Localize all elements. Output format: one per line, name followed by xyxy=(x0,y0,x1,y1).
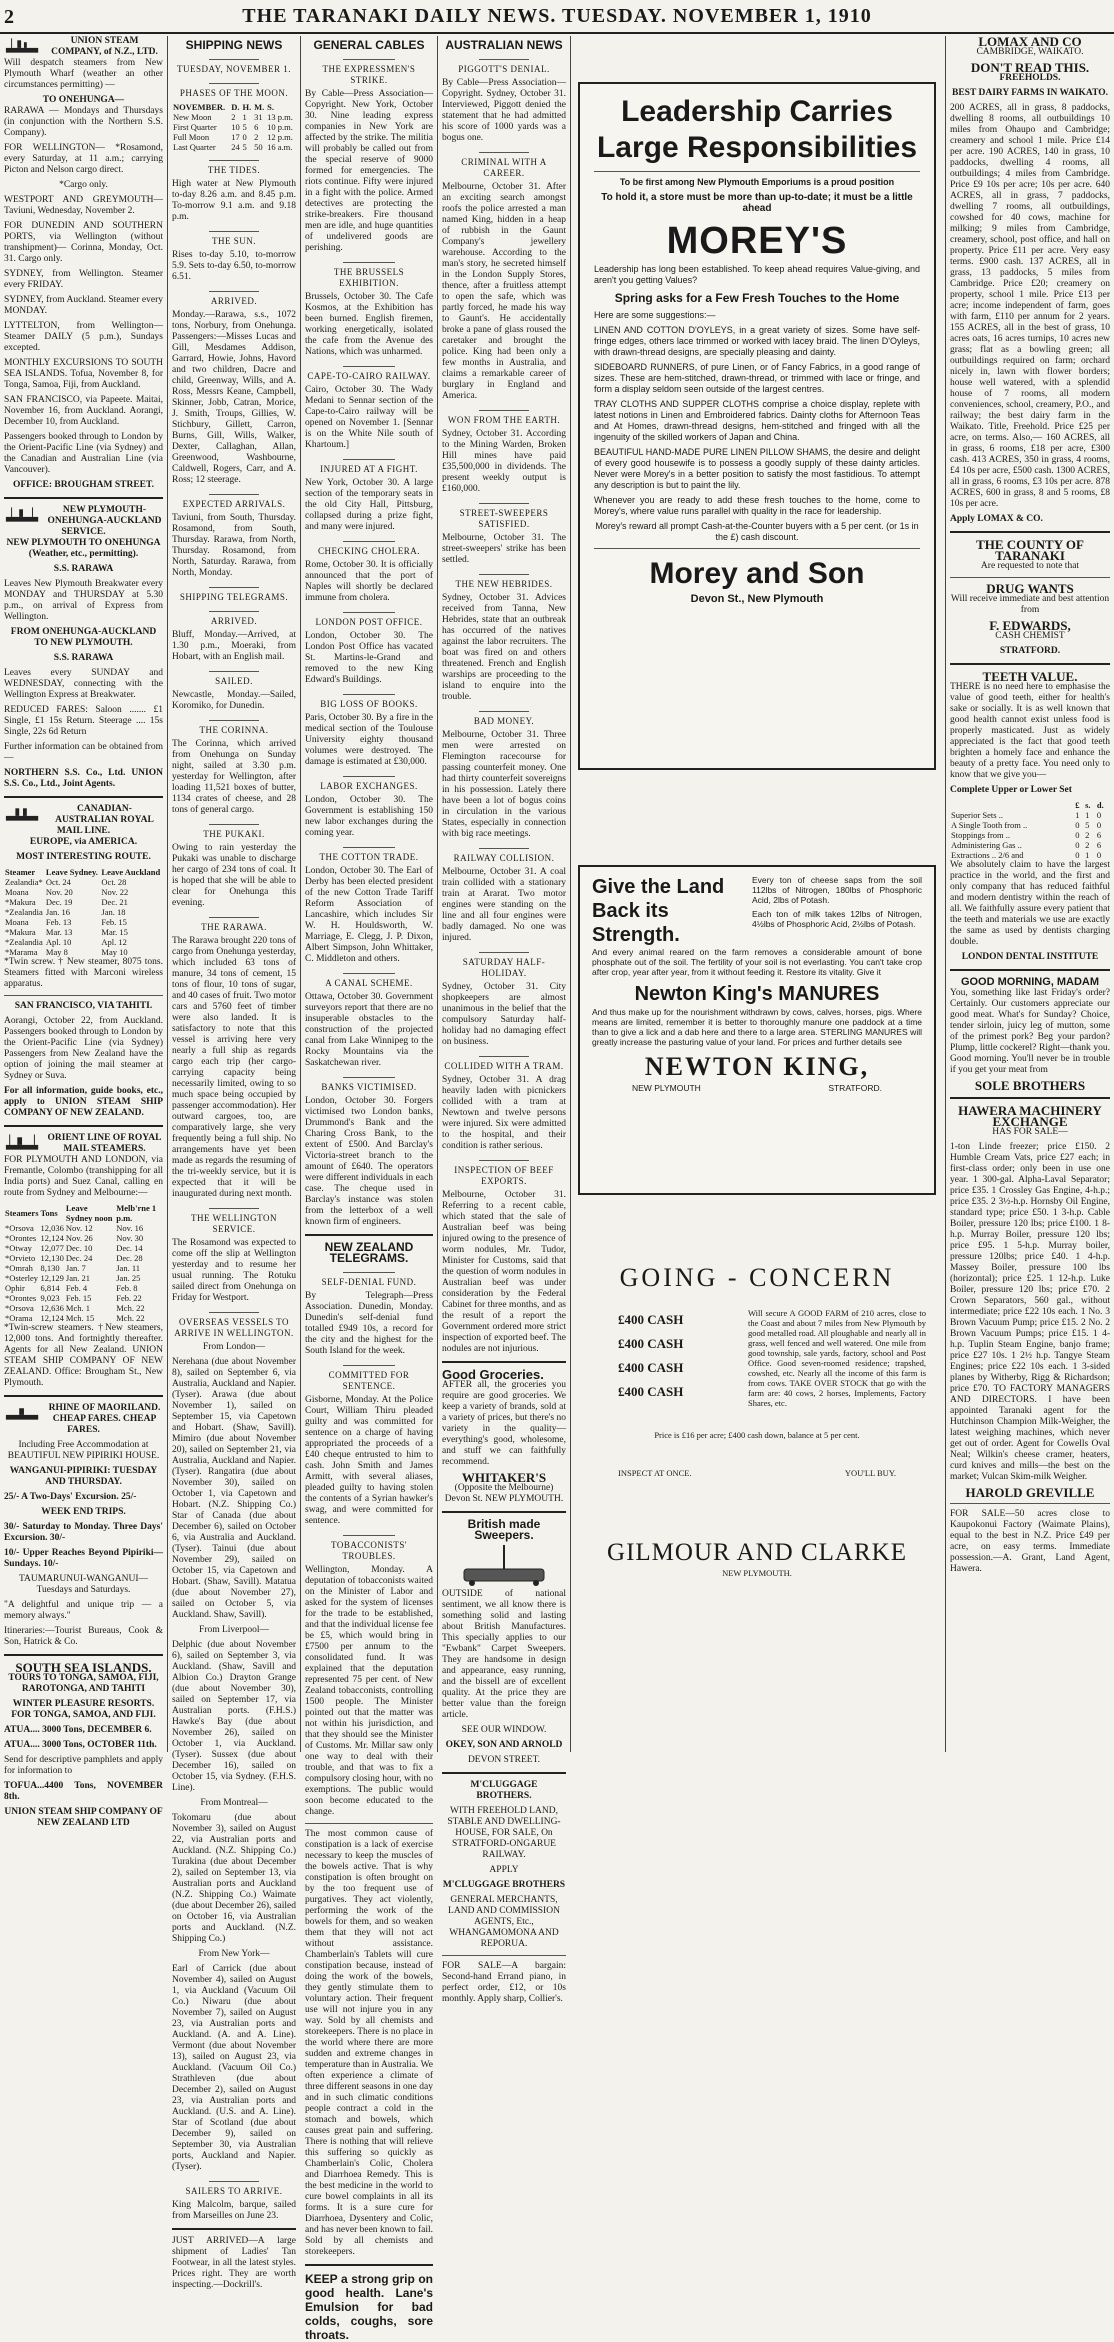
newton-p4: And thus make up for the nourishment withdrawn by cows, calves, horses, pigs. Where means are limited, remember it is better to thoroughly manure one paddock at a time than to give a lick and a dab here and there to a large area. STERLING MANURES will greatly increase the pasturing value of your land. For prices and further details see xyxy=(592,1007,922,1047)
canadian-heading: CANADIAN-AUSTRALIAN ROYAL MAIL LINE. xyxy=(55,804,154,836)
cable-text: By Cable—Press Association—Copyright. New York, October 30. Nine leading express companies in New York are affected by the strike. The militia will probably be called out from the special reserve of 9000 formed for emergencies. The riots continue. Fifty were injured in a fight with the police. Armed detectives are protecting the strike-breakers. Fire thousand men are idle, and huge quantities of undelivered goods are perishing. xyxy=(305,89,433,253)
london-text: Nerehana (due about November 8), sailed on September 6, via Australia, Auckland and Napier. (Tyser). Arawa (due about November 1), sailed on September 15, via Capetown and Hobart. (Shaw, Savill). Mimiro (due about November 20), sailed on September 21, via Australia, Auckland and Napier. (Tyser). Rangatira (due about November 30), sailed on October 1, via Capetown and Hobart. (N.Z. Shipping Co.) Star of Canada (due about December 6), sailed on October 6, via Australia and Auckland. (Tyser). Tainui (due about November 29), sailed on October 15, via Capetown and Hobart. (Shaw, Savill). Matatua (due about November 27), sailed on October 5, via Auckland. Shaw, Savill). xyxy=(172,1357,296,1620)
cable-heading: CAPE-TO-CAIRO RAILWAY. xyxy=(305,366,433,382)
mccluggage-gen: GENERAL MERCHANTS, LAND AND COMMISSION AGENTS, Etc., WHANGAMOMONA AND REPORUA. xyxy=(448,1895,560,1949)
moreys-name: MOREY'S xyxy=(666,220,848,262)
expected-heading: EXPECTED ARRIVALS. xyxy=(172,494,296,510)
harold-greville: HAROLD GREVILLE xyxy=(965,1485,1095,1500)
shipping-news-heading: SHIPPING NEWS xyxy=(185,38,283,52)
cable-heading: A CANAL SCHEME. xyxy=(305,973,433,989)
edwards-stratford: STRATFORD. xyxy=(999,646,1061,656)
moreys-spring: Spring asks for a Few Fresh Touches to the Home xyxy=(614,291,900,305)
london-heading: From London— xyxy=(202,1342,265,1352)
rarawa-text: The Rarawa brought 220 tons of cargo from Onehunga yesterday, which included 63 tons of manure, 34 tons of cement, 15 tons of flour, 10 tons of sugar, and 40 cases of fruit. Two motor cars and 5760 feet of timber were also landed. It is satisfactory to note that this vessel is arriving here very nearly a full ship as regards cargo each trip (her cargo-carrying capacity being necessarily limited, owing to so much space being occupied by passenger accommodation). Her outward cargoes, too, are comparatively large, she very frequently being a full ship. No arrangements have yet been made as regards the resuming of the tri-weekly service, but it is expected that it will be inaugurated during next month. xyxy=(172,936,296,1199)
newton-manures: Newton King's MANURES xyxy=(634,983,880,1005)
rhine-heading: RHINE OF MAORILAND. xyxy=(48,1403,161,1413)
liverpool-heading: From Liverpool— xyxy=(199,1625,269,1635)
table-row: *Makura Mar. 13 Mar. 15 xyxy=(5,927,128,937)
union-office: OFFICE: BROUGHAM STREET. xyxy=(12,480,154,490)
cable-text: London, October 30. The Earl of Derby has been elected president of the new Cotton Trade Tariff Reform Association of Lancashire, which includes Sir W. H. Houldsworth, W. Marriage, E. Clegg, J. P. Dixon, Albert Simpson, John Whittaker, C. Middleton and others. xyxy=(305,866,433,964)
news-heading: PIGGOTT'S DENIAL. xyxy=(442,59,566,75)
going-concern-price: Price is £16 per acre; £400 cash down, balance at 5 per cent. xyxy=(654,1430,860,1440)
union-onehunga: TO ONEHUNGA— xyxy=(42,95,125,105)
county-text: Are requested to note that xyxy=(980,561,1080,571)
cable-text: Rome, October 30. It is officially announced that the port of Naples will shortly be declared immune from cholera. xyxy=(305,560,433,603)
newton-stratford: STRATFORD. xyxy=(828,1083,882,1093)
canadian-sub: EUROPE, via AMERICA. xyxy=(29,837,138,847)
cash-price: £400 CASH xyxy=(618,1336,684,1351)
union-lyttelton: LYTTELTON, from Wellington— Steamer DAILY (5 p.m.), Sundays excepted. xyxy=(4,321,163,353)
lomax-farms: 200 ACRES, all in grass, 8 paddocks, dwelling 8 rooms, all outbuildings 10 miles from Ohaupo and Cambridge; creamery and school 1 mile. Price £14 per acre. 190 ACRES, 140 in grass, 10 paddocks, dwelling 4 rooms, all outbuildings; 4 miles from Cambridge. Price £9 10s per acre; 10s per acre. 640 ACRES, all in grass, 7 paddocks, dwelling 7 rooms, all outbuildings, cowshed for 40 cows, machine for milking; 9 miles from Cambridge, creamery, school, post office, and hall on property. Price £11 per acre. Very easy terms. £900 cash. 137 ACRES, all in grass, 13 paddocks, 5 miles from Cambridge. Price £20; creamery on property, school 1 mile. Price £13 per acre; income independent of farm, goes with farm, £110 per annum for 2 years. 155 ACRES, all in the best of grass, 10 acres oats, 16 acres turnips, 10 acres new grass; flat as a bowling green; all outbuildings required on farm; orchard nicely in, lawn with flower borders; house well watered, with a splendid house of 7 rooms, all modern conveniences, school, creamery, P.O., and railway; the best dairy farm in the Waikato. Title, Freehold. Price £25 per acre, on terms. Also,— 160 ACRES, all in grass, 6 rooms, £18 per acre, £300 cash. 413 ACRES, 350 in grass, 4 rooms, £4 10s per acre, £500 cash. 1300 ACRES, all in grass, 6 rooms, £3 10s per acre. 878 ACRES, 600 in grass, 8 and 5 rooms, £8 10s per acre. xyxy=(950,103,1110,509)
sole-brothers: SOLE BROTHERS xyxy=(974,1078,1086,1093)
going-concern-text: Will secure A GOOD FARM of 210 acres, close to the Coast and about 7 miles from New Plymouth by good metalled road. All ploughable and nearly all in grass, well fenced and well watered. One mile from good township, sale yards, factory, school and Post Office. Good seven-roomed residence; trapshed, cowshed, etc. Nearly all the income of this farm is from cows. TAKE OVER STOCK that go with the farm are: 40 cows, 2 horses, Implements, Factory Shares, etc. xyxy=(748,1308,926,1408)
cable-heading: THE BRUSSELS EXHIBITION. xyxy=(305,262,433,289)
morey-and-son: Morey and Son xyxy=(649,557,865,590)
newton-king-advertisement xyxy=(578,865,936,1195)
table-row: A Single Tooth from .. 0 5 0 xyxy=(951,820,1102,830)
table-row: Stoppings from .. 0 2 6 xyxy=(951,830,1102,840)
table-row: Moana Feb. 13 Feb. 15 xyxy=(5,917,127,927)
montreal-heading: From Montreal— xyxy=(200,1798,268,1808)
rhine-p2: 30/- Saturday to Monday. Three Days' Excursion. 30/- xyxy=(4,1522,163,1543)
steamship-icon xyxy=(4,804,42,824)
arrived-heading: ARRIVED. xyxy=(172,291,296,307)
overseas-heading: OVERSEAS VESSELS TO ARRIVE IN WELLINGTON. xyxy=(172,1312,296,1339)
rhine-we: WEEK END TRIPS. xyxy=(41,1507,126,1517)
expected-text: Taviuni, from South, Thursday. Rosamond, from South, Thursday. Rarawa, from North, Thursday. Rosamond, from North, Saturday. Rarawa, from North, Monday. xyxy=(172,513,296,578)
sun-heading: THE SUN. xyxy=(172,231,296,247)
union-sydney: SYDNEY, from Wellington. Steamer every FRIDAY. xyxy=(4,269,163,290)
rarawa-heading: THE RARAWA. xyxy=(172,917,296,933)
southsea-union: UNION STEAM SHIP COMPANY OF NEW ZEALAND LTD xyxy=(4,1807,163,1828)
table-row: New Moon 2 1 31 13 p.m. xyxy=(173,112,293,122)
cash-price: £400 CASH xyxy=(618,1360,684,1375)
page-number: 2 xyxy=(4,6,14,28)
news-text: Melbourne, October 31. After an exciting search amongst roofs the police arrested a man named King, hidden in a heap of rubbish in the Gaunt Company's jewellery warehouse. According to the man's story, he secreted himself in the London Supply Stores, thence, after a fruitless attempt to open the safe, which was partly forced, he made his way to Gaunt's. He accidentally broke a pane of glass roused the caretaker and brought the police. King had been only a few months in Australia, and claims a remarkable career of burglary in England and America. xyxy=(442,182,566,401)
carpet-sweeper-icon xyxy=(444,1543,564,1587)
sweepers-text: OUTSIDE of national sentiment, we all know there is something solid and lasting about British Manufactures. This specially applies to our "Ewbank" Carpet Sweepers. They are handsome in design and appearance, easy running, and the bissell are of excellent quality. At the price they are better value than the foreign article. xyxy=(442,1589,566,1720)
table-row: *Orvieto 12,130 Dec. 24 Dec. 28 xyxy=(5,1253,143,1263)
cash-chemist: CASH CHEMIST xyxy=(995,631,1065,641)
sailers-text: King Malcolm, barque, sailed from Marseilles on June 23. xyxy=(172,2200,296,2221)
lanes-emulsion-ad: KEEP a strong grip on good health. Lane's Emulsion for bad colds, coughs, sore throats. xyxy=(305,2272,433,2342)
table-row: *Orontes 12,124 Nov. 26 Nov. 30 xyxy=(5,1233,144,1243)
orient-note: *Twin-screw steamers. †New steamers, 12,000 tons. And fortnightly thereafter. Agents for all New Zealand. UNION STEAM SHIP COMPANY OF NEW ZEALAND. Office: Brougham St., New Plymouth. xyxy=(4,1323,163,1388)
column-rule xyxy=(570,36,571,1752)
cable-text: London, October 30. The London Post Office has vacated St. Martins-le-Grand and removed to the new King Edward's Buildings. xyxy=(305,631,433,685)
table-row: Administering Gas .. 0 2 6 xyxy=(951,840,1102,850)
lomax-dont-read: DON'T READ THIS. xyxy=(970,60,1090,75)
cable-text: London, October 30. Forgers victimised two London banks, Drummond's Bank and the Charing Cross Bank, to the extent of £500. And Barclay's Victoria-street branch to the amount of £640. The operators were different individuals in each case. The cheque used in Barclay's instance was stolen from the letterbox of a well known firm of engineers. xyxy=(305,1096,433,1227)
teeth-text: THERE is no need here to emphasise the value of good teeth, either for health's sake or socially. It is as well known that good health cannot exist unless food is properly masticated. Just as widely appreciated is the fact that good teeth brighten a homely face and enhance the beauty of a pretty face. You need only to know that we give you— xyxy=(950,682,1110,780)
table-row: Extractions .. 2/6 and 0 1 0 xyxy=(951,850,1102,860)
news-heading: CRIMINAL WITH A CAREER. xyxy=(442,152,566,179)
newton-p2: Each ton of milk takes 12lbs of Nitrogen, 4½lbs of Phosphoric Acid, 2½lbs of Potash. xyxy=(752,909,922,929)
npo-heading: NEW PLYMOUTH-ONEHUNGA-AUCKLAND SERVICE. xyxy=(47,505,162,537)
moreys-headline: Leadership Carries Large Responsibilities xyxy=(596,95,918,164)
sweepers-heading: British made Sweepers. xyxy=(467,1517,541,1542)
general-cables-heading: GENERAL CABLES xyxy=(313,38,425,52)
chamberlain-ad: The most common cause of constipation is a lack of exercise necessary to keep the muscles of the bowels active. That is why constipation is often brought on by the too frequent use of purgatives. They act violently, performing the work of the bowels for them, and so weaken them that they will not act without assistance. Chamberlain's Tablets will cure constipation because, instead of doing the work of the bowels, they gently stimulate them to voluntary action. Their frequent use will not injure you in any way. Sold by all chemists and storekeepers. There is no place in the world where there are more sudden and extreme changes in temperature than in Australia. We often experience a climate of three different seasons in one day and in such climatic conditions people contract a cold in the stomach and bowels, which causes great pain and suffering. There is nothing that will relieve this suffering so quickly as Chamberlain's Colic, Cholera and Diarrhoea Remedy. This is the best medicine in the world to cure bowel complaints in all its forms. It is a sure cure for Diarrhoea, Dysentery and Colic, and has never been known to fail. Sold by all chemists and storekeepers. xyxy=(305,1829,433,2257)
moreys-discount: Morey's reward all prompt Cash-at-the-Counter buyers with a 5 per cent. (or 1s in the £) cash discount. xyxy=(595,521,919,542)
southsea-winter: WINTER PLEASURE RESORTS. FOR TONGA, SAMOA, AND FIJI. xyxy=(11,1699,156,1720)
kaupokonui-forsale: FOR SALE—50 acres close to Kaupokonui Factory (Waimate Plains), equal to the best in N.Z. Price £49 per acre, on easy terms. Immediate possession.—A. Grant, Land Agent, Hawera. xyxy=(950,1509,1110,1574)
npo-route: NEW PLYMOUTH TO ONEHUNGA (Weather, etc., permitting). xyxy=(6,538,161,559)
news-text: Melbourne, October 31. Referring to a recent cable, which stated that the sale of Australian beef was being injured owing to the presence of worm nodules, Mr. Tudor, Minister for Customs, said that the question of worm nodules in Australian beef was under consideration by the Federal Cabinet for three months, and as the result of a report the Government ordered more strict inspection of exported beef. The nodules are not injurious. xyxy=(442,1190,566,1354)
news-text: Melbourne, October 31. A coal train collided with a stationary train at Ararat. Two motor engines were standing on the line and all four engines were badly damaged. No one was injured. xyxy=(442,867,566,943)
moreys-p1: Leadership has long been established. To keep ahead requires Value-giving, and aren't you getting Values? xyxy=(594,264,920,285)
piano-forsale: FOR SALE—A bargain: Second-hand Errand piano, in perfect order, £12, or 10s monthly. Apply sharp, Collier's. xyxy=(442,1961,566,2004)
canadian-schedule: Steamer Leave Sydney. Leave Auckland Zealandia* Oct. 24 Oct. 28 Moana Nov. 20 Nov. 22 *Makura Dec. 19 Dec. 21 *Zealandia Jan. 16 Jan. 18 Moana Feb. 13 Feb. 15 *Makura Mar. 13 Mar. 15 *Zealandia Apl. 10 Apl. 12 *Marama May 8 May 10 xyxy=(4,867,163,957)
cable-heading: CHECKING CHOLERA. xyxy=(305,541,433,557)
arrived-text: Monday.—Rarawa, s.s., 1072 tons, Norbury, from Onehunga. Passengers:—Misses Lucas and Gill, Mesdames Addison, Garrard, Howie, Johns, Havord and two children, Dacre and child, Greenway, Wills, and A. Ross, Messrs Keane, Campbell, Skinner, Jobb, Catran, Morice, J. Smith, Troups, Gillies, W. Stichbury, Gillett, Carron, Burns, Gill, Wills, Walker, Dexter, Callaghan, Allan, Greenwood, Washbourne, Caldwell, Rogers, Carr, and A. Ross; 12 steerage. xyxy=(172,310,296,485)
newton-headline: Give the Land Back its Strength. xyxy=(592,876,725,946)
rhine-p3: 10/- Upper Reaches Beyond Pipiriki—Sundays. 10/- xyxy=(4,1548,163,1569)
southsea-atua2: ATUA.... 3000 Tons, OCTOBER 11th. xyxy=(4,1740,157,1750)
southsea-heading: SOUTH SEA ISLANDS. xyxy=(15,1660,152,1675)
cable-text: Brussels, October 30. The Cafe Kosmos, at the Exhibition has been burned. English firemen, working energetically, isolated the cafe from the Avenue des Nations, which was unharmed. xyxy=(305,292,433,357)
news-heading: BAD MONEY. xyxy=(442,711,566,727)
sweepers-see: SEE OUR WINDOW. xyxy=(461,1725,547,1735)
mccluggage-text: WITH FREEHOLD LAND, STABLE AND DWELLING-HOUSE, FOR SALE, On STRATFORD-ONGARUE RAILWAY. xyxy=(447,1806,561,1860)
npo-ship2: S.S. RARAWA xyxy=(53,653,114,663)
union-sydney2: SYDNEY, from Auckland. Steamer every MONDAY. xyxy=(4,295,163,316)
column-general-cables xyxy=(301,36,437,2342)
npo-ship: S.S. RARAWA xyxy=(53,564,114,574)
news-text: By Cable—Press Association—Copyright. Sydney, October 31. Interviewed, Piggott denied the statement that he had admitted his score of 1000 yards was a bogus one. xyxy=(442,78,566,143)
news-text: Sydney, October 31. Advices received from Tanna, New Hebrides, state that an outbreak has occurred of the natives against the labor recruiters. The boat was fired on and others threatened. French and English warships are proceeding to the island to enquire into the trouble. xyxy=(442,593,566,702)
cash-price: £400 CASH xyxy=(618,1384,684,1399)
cable-heading: LONDON POST OFFICE. xyxy=(305,612,433,628)
union-intro: Will despatch steamers from New Plymouth Wharf (weather an other circumstances permitting) — xyxy=(4,58,163,90)
newton-p3: And every animal reared on the farm removes a considerable amount of bone phosphate out of the soil. The fertility of your soil is not everlasting. You can't take crop after crop, year after year, from it without feeding it. Restore its vitality. Give it xyxy=(592,947,922,977)
union-cargo: *Cargo only. xyxy=(59,180,108,190)
moreys-item: SIDEBOARD RUNNERS, of pure Linen, or of Fancy Fabrics, in a good range of sizes. These are hem-stitched, drawn-thread, or trimmed with lace or fringe, and form a display seldom seen outside of the largest centres. xyxy=(594,362,920,394)
orient-text: FOR PLYMOUTH AND LONDON, via Fremantle, Colombo (transhipping for all India ports) and Suez Canal, calling en route from Sydney and Melbourne:— xyxy=(4,1155,163,1198)
npo-leaves: Leaves New Plymouth Breakwater every MONDAY and THURSDAY at 5.30 p.m., on arrival of Express from Wellington. xyxy=(4,579,163,622)
teeth-value-heading: TEETH VALUE. xyxy=(982,669,1078,684)
southsea-tours: TOURS TO TONGA, SAMOA, FIJI, RAROTONGA, AND TAHITI xyxy=(8,1673,159,1694)
cable-heading: BIG LOSS OF BOOKS. xyxy=(305,694,433,710)
cable-text: Cairo, October 30. The Wady Medani to Sennar section of the Cape-to-Cairo railway will be opened on November 1. [Sennar is on the White Nile south of Khartoum.] xyxy=(305,385,433,450)
ny-heading: From New York— xyxy=(198,1949,270,1959)
moreys-item: Whenever you are ready to add these fresh touches to the home, come to Morey's, where value runs parallel with quality in the race for leadership. xyxy=(594,495,920,516)
news-heading: THE NEW HEBRIDES. xyxy=(442,574,566,590)
table-row: *Orama 12,124 Mch. 15 Mch. 22 xyxy=(5,1313,145,1323)
tides-heading: THE TIDES. xyxy=(172,160,296,176)
orient-schedule: Steamers Tons Leave Sydney noon Melb'rne 1 p.m. *Orsova 12,036 Nov. 12 Nov. 16 *Orontes 12,124 Nov. 26 Nov. 30 *Otway 12,077 Dec. 10 Dec. 14 *Orvieto 12,130 Dec. 24 Dec. 28 *Omrah 8,130 Jan. 7 Jan. 11 *Osterley 12,129 Jan. 21 Jan. 25 Ophir 6,814 Feb. 4 Feb. 8 *Orontes 9,023 Feb. 15 Feb. 22 *Orsova 12,636 Mch. 1 Mch. 22 *Orama 12,124 Mch. 15 Mch. 22 xyxy=(4,1203,163,1323)
news-heading: STREET-SWEEPERS SATISFIED. xyxy=(442,503,566,530)
table-row: *Orontes 9,023 Feb. 15 Feb. 22 xyxy=(5,1293,142,1303)
drug-wants-heading: DRUG WANTS xyxy=(986,581,1074,596)
going-concern-heading: GOING - CONCERN xyxy=(619,1263,895,1292)
union-passengers: Passengers booked through to London by the Orient-Pacific Line (via Sydney) and the Canadian and Australian Line (via Vancouver). xyxy=(4,432,163,475)
good-morning-text: You, something like last Friday's order? Certainly. Our customers appreciate our good meat. What's for Sunday? Choice, tender sirloin, juicy leg of mutton, some of the primest pork? Beg your pardon? Plump, little cockerel? Right—thank you. Good morning. You'll never be in trouble if you get your meat from xyxy=(950,988,1110,1075)
cable-heading: THE COTTON TRADE. xyxy=(305,847,433,863)
union-wellington: FOR WELLINGTON— *Rosamond, every Saturday, at 11 a.m.; carrying Picton and Nelson cargo direct. xyxy=(4,143,163,175)
ny-text: Earl of Carrick (due about November 4), sailed on August 1, via Auckland (Vacuum Oil Co.) Niwaru (due about November 7), sailed on August 23, via Australian ports and Auckland. (A. and A. Line). Vermont (due about November 13), sailed on August 23, via Auckland. (Vacuum Oil Co.) Strathleven (due about December 2), sailed on August 23, via Australian ports and Auckland. (U.S. and A. Line). Star of Scotland (due about December 9), sailed on September 30, via Australian ports, Auckland and Napier. (Tyser). xyxy=(172,1964,296,2172)
news-heading: RAILWAY COLLISION. xyxy=(442,848,566,864)
hawera-text: 1-ton Linde freezer; price £150. 2 Humble Cream Vats, price £27 each; in first-class order; only been in use one year. 1 300-gal. Alpha-Laval Separator; price £35. 1 Crossley Gas Engine, 4-h.p.; price £35. 2 3½-h.p. Hornsby Oil Engine, standard type; price £50. 1 3-h.p. Cable Boiler, pressure 120 lbs; price £100. 1 8-h.p. Murray Boiler, pressure 120 lbs; price £95. 1 5-h.p. Murray boiler, pressure 120lbs; price £40. 1 4-h.p. Massey Boiler, pressure 100 lbs (horizontal); price £25. 1 12-h.p. Luke Boiler, pressure 120 lbs; price £70. 2 Crown Separators, 560 gal., without intermediate; price £22 10s each. 1 No. 3 Brown Vacuum Pump; price £15. 2 No. 2 Brown Vacuum Pumps; price £15. 1 4-h.p. Tuplin Steam Engine, banjo frame; price £27 10s. 1 2½ h.p. Tangye Steam Engines; price £22 10s each. 1 3-sided planes by Witherby, Rigg & Richardson; price £70. TO FACTORY MANAGERS AND DIRECTORS. I have been appointed Taranaki agent for the Hutchinson Champion Milk-Weigher, the latest weighing machines, which never get out of order. Agent for Cowells Oval Neal; Wilkin's cheese cramer, heaters, curd knives and mills—the best on the market; Vulcan Skim-milk Weigher. xyxy=(950,1142,1110,1482)
good-groceries-heading: Good Groceries. xyxy=(442,1367,544,1382)
mccluggage-apply: APPLY xyxy=(489,1865,519,1875)
news-text: Sydney, October 31. City shopkeepers are almost unanimous in the belief that the compulsory Saturday half-holiday had no damaging effect on business. xyxy=(442,982,566,1047)
table-row: Superior Sets .. 1 1 0 xyxy=(951,810,1102,820)
sailed-text: Newcastle, Monday.—Sailed, Koromiko, for Dunedin. xyxy=(172,690,296,711)
sftahiti-title: SAN FRANCISCO, VIA TAHITI. xyxy=(14,1001,153,1011)
table-row: *Osterley 12,129 Jan. 21 Jan. 25 xyxy=(5,1273,141,1283)
newton-np: NEW PLYMOUTH xyxy=(632,1083,701,1093)
wellsvc-text: The Rosamond was expected to come off the slip at Wellington yesterday and to resume her usual running. The Rotuku sailed direct from Onehunga on Friday for Westport. xyxy=(172,1238,296,1303)
column-australian-news xyxy=(438,36,570,2004)
npo-agents: NORTHERN S.S. Co., Ltd. UNION S.S. Co., Ltd., Joint Agents. xyxy=(4,768,163,789)
hawera-machinery-heading: HAWERA MACHINERY EXCHANGE xyxy=(958,1103,1102,1129)
tel-arrived-heading: ARRIVED. xyxy=(172,611,296,627)
rhine-itin: Itineraries:—Tourist Bureaus, Cook & Son, Hatrick & Co. xyxy=(4,1626,163,1647)
newton-king-name: NEWTON KING, xyxy=(644,1052,870,1081)
npo-fares: REDUCED FARES: Saloon ....... £1 Single, £1 15s Return. Steerage .... 15s Single, 22s 6d Return xyxy=(4,705,163,737)
gilmour-clarke-name: GILMOUR AND CLARKE xyxy=(607,1539,907,1566)
australian-news-heading: AUSTRALIAN NEWS xyxy=(445,38,563,52)
rhine-incl: Including Free Accommodation at BEAUTIFUL NEW PIPIRIKI HOUSE. xyxy=(7,1440,160,1461)
telegram-heading: COMMITTED FOR SENTENCE. xyxy=(305,1365,433,1392)
moreys-here: Here are some suggestions:— xyxy=(594,310,716,320)
liverpool-text: Delphic (due about November 6), sailed on September 3, via Auckland. (Shaw, Savill and Albion Co.) Drayton Grange (due about November 30), sailed on September 17, via Australian ports. (F.H.S.) Hawke's Bay (due about November 26), sailed on October 1, via Auckland. (Tyser). Sussex (due about December 16), sailed on October 15, via Sydney. (F.H.S. Line). xyxy=(172,1640,296,1793)
lomax-sub: CAMBRIDGE, WAIKATO. xyxy=(976,47,1084,57)
good-groceries-text: AFTER all, the groceries you require are good groceries. We keep a variety of brands, sold at a variety of prices, but there's no variety in the quality—everything's good, wholesome, and stuff we can faithfully recommend. xyxy=(442,1380,566,1467)
steamship-icon xyxy=(4,36,42,56)
southsea-tofua: TOFUA...4400 Tons, NOVEMBER 8th. xyxy=(4,1781,163,1802)
mccluggage-name2: M'CLUGGAGE BROTHERS xyxy=(442,1880,566,1890)
lomax-freeholds: FREEHOLDS. xyxy=(999,73,1061,83)
sftahiti-apply: For all information, guide books, etc., apply to UNION STEAM SHIP COMPANY OF NEW ZEALAND. xyxy=(4,1086,163,1118)
telegram-heading: SELF-DENIAL FUND. xyxy=(305,1272,433,1288)
union-westport: WESTPORT AND GREYMOUTH— Taviuni, Wednesday, November 2. xyxy=(4,195,163,216)
nz-telegrams-heading: NEW ZEALAND TELEGRAMS. xyxy=(324,1240,414,1265)
newspaper-title: THE TARANAKI DAILY NEWS. TUESDAY. NOVEMBER 1, 1910 xyxy=(242,4,872,27)
cable-heading: LABOR EXCHANGES. xyxy=(305,776,433,792)
good-morning-heading: GOOD MORNING, MADAM xyxy=(960,976,1100,988)
lomax-apply: Apply LOMAX & CO. xyxy=(950,514,1043,524)
canadian-note: *Twin screw. † New steamer, 8075 tons. Steamers fitted with Marconi wireless apparatus. xyxy=(4,957,163,989)
union-sanfran: SAN FRANCISCO, via Papeete. Maitai, November 16, from Auckland. Aorangi, December 10, from Auckland. xyxy=(4,395,163,427)
moreys-sub2: To hold it, a store must be more than up-to-date; it must be a little ahead xyxy=(601,192,913,214)
corinna-text: The Corinna, which arrived from Onehunga on Sunday night, sailed at 3.30 p.m. yesterday for Wellington, after loading 11,521 boxes of butter, 1134 crates of cheese, and 28 tons of general cargo. xyxy=(172,739,296,815)
moon-heading: PHASES OF THE MOON. xyxy=(172,83,296,99)
southsea-send: Send for descriptive pamphlets and apply for information to xyxy=(4,1755,163,1776)
sailers-heading: SAILERS TO ARRIVE. xyxy=(172,2181,296,2197)
cable-heading: BANKS VICTIMISED. xyxy=(305,1077,433,1093)
table-row: First Quarter 10 5 6 10 p.m. xyxy=(173,122,293,132)
dental-price-table: £ s. d. Superior Sets .. 1 1 0 A Single Tooth from .. 0 5 0 Stoppings from .. 0 2 6 Administering Gas .. 0 2 6 Extractions .. 2/6 and 0 1 0 xyxy=(950,800,1110,860)
cable-heading: THE EXPRESSMEN'S STRIKE. xyxy=(305,59,433,86)
telegram-text: Wellington, Monday. A deputation of tobacconists waited on the Minister of Labor and asked for the system of licenses for the trade to be established, and that the individual license fee be £5, which would bring in £7500 per annum to the consolidated fund. It was explained that the deputation represented 75 per cent. of New Zealand tobacconists, controlling 1500 people. The Minister pointed out that the matter was not within his jurisdiction, and that they should see the Minister of Customs. Mr. Millar saw only one way to deal with their trouble, and that was to fix a compulsory closing hour, with no exemptions. The public would soon become educated to the change. xyxy=(305,1565,433,1817)
union-rarawa: RARAWA — Mondays and Thursdays (in conjunction with the Northern S.S. Company). xyxy=(4,106,163,138)
news-heading: SATURDAY HALF-HOLIDAY. xyxy=(442,952,566,979)
news-text: Sydney, October 31. A drag heavily laden with picnickers collided with a tram at Newtown and twelve persons were injured. Six were admitted to the hospital, and their condition is rather serious. xyxy=(442,1075,566,1151)
npo-further: Further information can be obtained from— xyxy=(4,742,163,763)
table-row: *Omrah 8,130 Jan. 7 Jan. 11 xyxy=(5,1263,140,1273)
drug-wants-text: Will receive immediate and best attention from xyxy=(950,594,1110,615)
cable-text: Ottawa, October 30. Government surveyors report that there are no insuperable obstacles to the construction of the projected canal from Lake Winnipeg to the Rocky Mountains via the Saskatchewan river. xyxy=(305,992,433,1068)
whitakers-name: WHITAKER'S xyxy=(461,1470,547,1485)
table-row: Moana Nov. 20 Nov. 22 xyxy=(5,887,129,897)
youll-buy: YOU'LL BUY. xyxy=(844,1468,896,1478)
cable-text: London, October 30. The Government is establishing 150 new labor exchanges during the coming year. xyxy=(305,795,433,838)
cash-price: £400 CASH xyxy=(618,1312,684,1327)
table-row: Last Quarter 24 5 50 16 a.m. xyxy=(173,142,293,152)
gilmour-clarke-advertisement xyxy=(578,1262,936,1742)
table-row: *Zealandia Jan. 16 Jan. 18 xyxy=(5,907,126,917)
news-text: Melbourne, October 31. The street-sweepers' strike has been settled. xyxy=(442,533,566,565)
steamship-icon xyxy=(4,1403,42,1423)
column-classifieds xyxy=(946,36,1114,1752)
union-monthly: MONTHLY EXCURSIONS TO SOUTH SEA ISLANDS. Tofua, November 8, for Tonga, Samoa, Fiji, from Auckland. xyxy=(4,358,163,390)
column-shipping-news xyxy=(168,36,300,2290)
dockrill-ad: JUST ARRIVED—A large shipment of Ladies' Tan Footwear, in all the latest styles. Prices right. They are worth inspecting.—Dockrill's. xyxy=(172,2236,296,2290)
rhine-tw: TAUMARUNUI-WANGANUI— Tuesdays and Saturdays. xyxy=(18,1574,149,1595)
wellsvc-heading: THE WELLINGTON SERVICE. xyxy=(172,1208,296,1235)
southsea-atua: ATUA.... 3000 Tons, DECEMBER 6. xyxy=(4,1725,152,1735)
telegram-text: By Telegraph—Press Association. Dunedin, Monday. Dunedin's self-denial fund totalled £949 10s, a record for the city and the highest for the South Island for the week. xyxy=(305,1291,433,1356)
news-text: Sydney, October 31. According to the Mining Warden, Broken Hill mines have paid £35,500,000 in dividends. The present weekly output is £160,000. xyxy=(442,429,566,494)
gilmour-np: NEW PLYMOUTH. xyxy=(722,1568,792,1578)
moreys-advertisement xyxy=(578,82,936,770)
table-row: *Marama May 8 May 10 xyxy=(5,947,128,957)
column-shipping-ads xyxy=(0,36,167,1828)
hawera-sub: HAS FOR SALE— xyxy=(992,1127,1068,1137)
moreys-address: Devon St., New Plymouth xyxy=(690,593,824,605)
orient-heading: ORIENT LINE OF ROYAL MAIL STEAMERS. xyxy=(47,1133,162,1154)
masthead xyxy=(0,0,1114,34)
okey-street: DEVON STREET. xyxy=(467,1755,541,1765)
county-heading: THE COUNTY OF TARANAKI xyxy=(976,537,1084,563)
teeth-text2: We absolutely claim to have the largest practice in the world, and the first and only company that has reduced faithful and modern dentistry within the reach of all. We faithfully assure every patient that the teeth and materials we use are exactly the same as used by dentists charging double. xyxy=(950,860,1110,947)
canadian-most: MOST INTERESTING ROUTE. xyxy=(16,852,151,862)
union-heading: UNION STEAM COMPANY, of N.Z., LTD. xyxy=(51,36,158,57)
cable-text: New York, October 30. A large section of the temporary seats in the old City Hall, Pittsburg, collapsed during a prize fight, and many were injured. xyxy=(305,478,433,532)
table-row: *Zealandia Apl. 10 Apl. 12 xyxy=(5,937,127,947)
sun-text: Rises to-day 5.10, to-morrow 5.9. Sets to-day 6.50, to-morrow 6.51. xyxy=(172,250,296,282)
moreys-item: LINEN AND COTTON D'OYLEYS, in a great variety of sizes. Some have self-fringe edges, others lace trimmed or worked with lacey braid. The linen D'Oyleys, with drawn-thread designs, are specially pleasing and dainty. xyxy=(594,325,920,357)
rhine-p1: 25/- A Two-Days' Excursion. 25/- xyxy=(4,1492,137,1502)
newton-p1: Every ton of cheese saps from the soil 112lbs of Nitrogen, 180lbs of Phosphoric Acid, 2lbs of Potash. xyxy=(752,875,922,905)
union-dunedin: FOR DUNEDIN AND SOUTHERN PORTS, via Wellington (without transhipment)— Corinna, Monday, Oct. 31. Cargo only. xyxy=(4,221,163,264)
corinna-heading: THE CORINNA. xyxy=(172,720,296,736)
telegram-text: Gisborne, Monday. At the Police Court, William Thiru pleaded guilty and was committed for sentence on a charge of having appropriated the proceeds of a £40 cheque entrusted to him to cash. John Smith and James Armitt, with several aliases, pleaded guilty to having stolen the contents of a Syrian hawker's swag, and were committed for sentence. xyxy=(305,1395,433,1526)
inspect-at-once: INSPECT AT ONCE. xyxy=(618,1468,692,1478)
lomax-best: BEST DAIRY FARMS IN WAIKATO. xyxy=(951,88,1108,98)
table-row: Zealandia* Oct. 24 Oct. 28 xyxy=(5,877,127,887)
montreal-text: Tokomaru (due about November 3), sailed on August 22, via Australian ports and Auckland. (N.Z. Shipping Co.) Turakina (due about December 2), sailed on September 13, via Australian ports and Auckland (N.Z. Shipping Co.) Waimate (due about December 26), sailed on October 16, via Australian ports and Auckland. (N.Z. Shipping Co.) xyxy=(172,1813,296,1944)
table-row: *Orsova 12,036 Nov. 12 Nov. 16 xyxy=(5,1223,144,1233)
table-row: *Makura Dec. 19 Dec. 21 xyxy=(5,897,128,907)
news-heading: WON FROM THE EARTH. xyxy=(442,410,566,426)
telegram-heading: TOBACCONISTS' TROUBLES. xyxy=(305,1535,433,1562)
npo-back: FROM ONEHUNGA-AUCKLAND TO NEW PLYMOUTH. xyxy=(10,627,157,648)
shipping-date: TUESDAY, NOVEMBER 1. xyxy=(172,59,296,75)
edwards-name: F. EDWARDS, xyxy=(989,618,1071,633)
tel-arrived-text: Bluff, Monday.—Arrived, at 1.30 p.m., Moeraki, from Hobart, with an English mail. xyxy=(172,630,296,662)
npo-leaves2: Leaves every SUNDAY and WEDNESDAY, connecting with the Wellington Express at Breakwater. xyxy=(4,668,163,700)
steamship-icon xyxy=(4,505,42,525)
whitakers-address: (Opposite the Melbourne) Devon St. NEW PLYMOUTH. xyxy=(444,1483,564,1504)
tides-text: High water at New Plymouth to-day 8.26 a.m. and 8.45 p.m. To-morrow 9.1 a.m. and 9.18 p.m. xyxy=(172,179,296,222)
telegrams-heading: SHIPPING TELEGRAMS. xyxy=(172,587,296,603)
table-row: *Otway 12,077 Dec. 10 Dec. 14 xyxy=(5,1243,143,1253)
moreys-item: BEAUTIFUL HAND-MADE PURE LINEN PILLOW SHAMS, the desire and delight of every good housewife is to possess a goodly supply of these dainty articles. Never were Morey's in a better position to satisfy the most fastidious. To attempt any description is but to paint the lily. xyxy=(594,447,920,490)
cable-heading: INJURED AT A FIGHT. xyxy=(305,459,433,475)
table-row: *Orsova 12,636 Mch. 1 Mch. 22 xyxy=(5,1303,145,1313)
sftahiti-text: Aorangi, October 22, from Auckland. Passengers booked through to London by the Orient-Pacific Line (via Sydney) Passengers from New Zealand have the option of joining the mail steamer at Sydney or Suva. xyxy=(4,1016,163,1081)
rhine-cheap: CHEAP FARES. CHEAP FARES. xyxy=(52,1414,157,1435)
news-heading: COLLIDED WITH A TRAM. xyxy=(442,1056,566,1072)
news-text: Melbourne, October 31. Three men were arrested on Flemington racecourse for passing counterfeit money. One had thirty counterfeit sovereigns in his possession. Lately there have been a lot of bogus coins in circulation in the various States, especially in connection with big race meetings. xyxy=(442,730,566,839)
london-dental-institute: LONDON DENTAL INSTITUTE xyxy=(961,952,1099,962)
news-heading: INSPECTION OF BEEF EXPORTS. xyxy=(442,1160,566,1187)
rhine-del: "A delightful and unique trip — a memory always." xyxy=(4,1600,163,1621)
table-row: Full Moon 17 0 2 12 p.m. xyxy=(173,132,293,142)
pukaki-heading: THE PUKAKI. xyxy=(172,824,296,840)
moreys-sub: To be first among New Plymouth Emporiums is a proud position xyxy=(619,177,895,187)
moon-table: NOVEMBER. D. H. M. S. New Moon 2 1 31 13 p.m. First Quarter 10 5 6 10 p.m. Full Moon 17 0 2 12 p.m. Last Quarter 24 5 50 16 a.m. xyxy=(172,102,296,152)
rhine-wang: WANGANUI-PIPIRIKI: TUESDAY AND THURSDAY. xyxy=(9,1466,158,1487)
steamship-icon xyxy=(4,1133,42,1153)
pukaki-text: Owing to rain yesterday the Pukaki was unable to discharge her cargo of 234 tons of coal. It is hoped that she will be able to clear for Onehunga this evening. xyxy=(172,843,296,908)
mccluggage-name: M'CLUGGAGE BROTHERS. xyxy=(470,1780,538,1801)
sailed-heading: SAILED. xyxy=(172,671,296,687)
cable-text: Paris, October 30. By a fire in the medical section of the Toulouse University eighty thousand volumes were destroyed. The damage is estimated at £30,000. xyxy=(305,713,433,767)
lomax-heading: LOMAX AND CO xyxy=(978,34,1082,49)
teeth-complete: Complete Upper or Lower Set xyxy=(950,785,1072,795)
okey-name: OKEY, SON AND ARNOLD xyxy=(445,1740,563,1750)
table-row: Ophir 6,814 Feb. 4 Feb. 8 xyxy=(5,1283,138,1293)
moreys-item: TRAY CLOTHS AND SUPPER CLOTHS comprise a choice display, replete with latest notions in Linen and Embroidered fabrics. Dainty cloths for Afternoon Teas and At Homes, drawn-thread designs, hem-stitched and fringed with all the ingenuity of the skilled workers of Japan and China. xyxy=(594,399,920,442)
